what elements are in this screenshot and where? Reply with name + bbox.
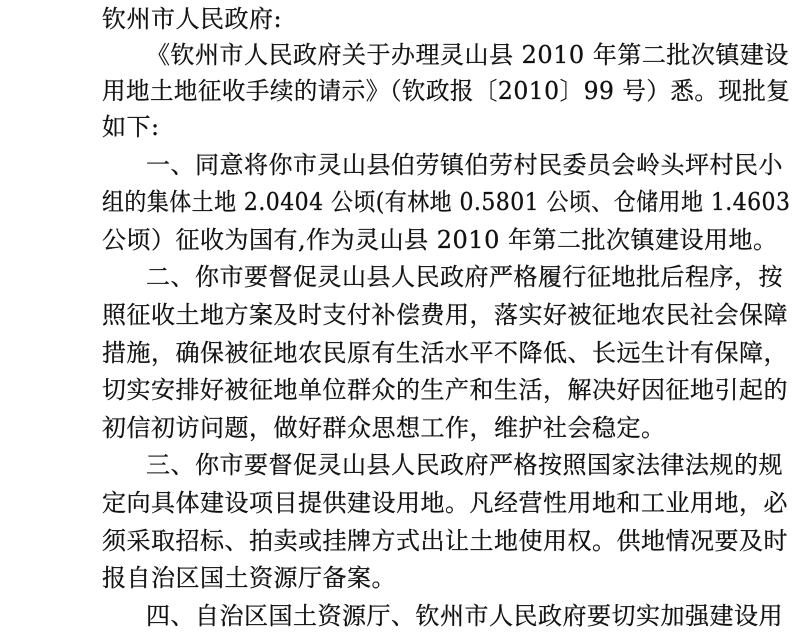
intro-line: 用地土地征收手续的请示》（钦政报〔2010〕99 号）悉。现批复 [102, 77, 791, 105]
item-3-line: 定向具体建设项目提供建设用地。凡经营性用地和工业用地，必 [102, 489, 788, 517]
item-2-line: 措施，确保被征地农民原有生活水平不降低、长远生计有保障， [102, 339, 788, 367]
item-1-line: 公顷）征收为国有,作为灵山县 2010 年第二批次镇建设用地。 [102, 226, 778, 254]
item-3-line: 报自治区国土资源厅备案。 [102, 564, 396, 592]
salutation: 钦州市人民政府: [102, 5, 283, 33]
item-2-line: 照征收土地方案及时支付补偿费用，落实好被征地农民社会保障 [102, 301, 788, 329]
item-1-line: 组的集体土地 2.0404 公顷(有林地 0.5801 公顷、仓储用地 1.4603 [102, 188, 791, 216]
item-3-line: 须采取招标、拍卖或挂牌方式出让土地使用权。供地情况要及时 [102, 527, 788, 555]
item-2-line: 切实安排好被征地单位群众的生产和生活，解决好因征地引起的 [102, 376, 788, 404]
item-2-line: 二、你市要督促灵山县人民政府严格履行征地批后程序，按 [146, 263, 783, 291]
item-4-line: 四、自治区国土资源厅、钦州市人民政府要切实加强建设用 [146, 602, 783, 630]
intro-line: 如下: [102, 113, 160, 141]
item-2-line: 初信初访问题，做好群众思想工作，维护社会稳定。 [102, 414, 666, 442]
item-1-line: 一、同意将你市灵山县伯劳镇伯劳村民委员会岭头坪村民小 [146, 151, 783, 179]
intro-line: 《钦州市人民政府关于办理灵山县 2010 年第二批次镇建设 [146, 41, 789, 69]
item-3-line: 三、你市要督促灵山县人民政府严格按照国家法律法规的规 [146, 451, 783, 479]
